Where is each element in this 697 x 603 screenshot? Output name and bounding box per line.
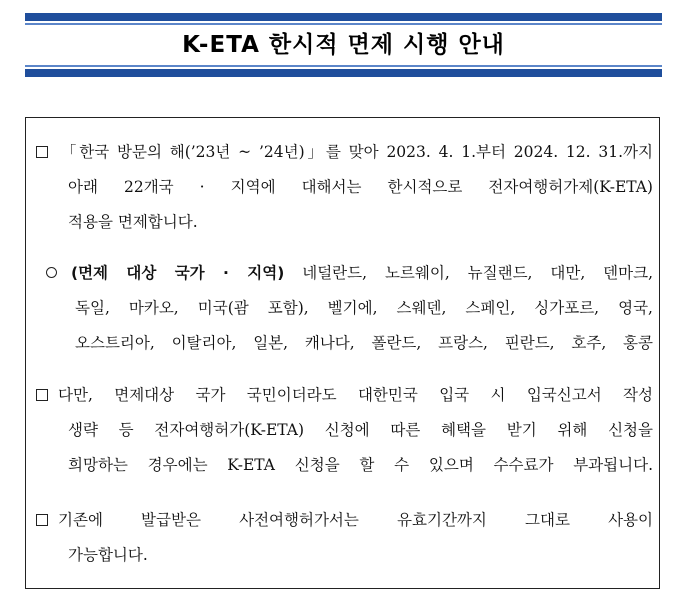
exempt-label: (면제 대상 국가 · 지역)	[71, 264, 285, 282]
item2-line1: 다만, 면제대상 국가 국민이더라도 대한민국 입국 시 입국신고서 작성	[58, 386, 653, 404]
exempt-line2: 독일, 마카오, 미국(괌 포함), 벨기에, 스웨덴, 스페인, 싱가포르, 영국,	[75, 299, 653, 317]
item3-line1: 기존에 발급받은 사전여행허가서는 유효기간까지 그대로 사용이	[58, 511, 653, 529]
circle-bullet-icon	[46, 267, 57, 278]
page-title: K-ETA 한시적 면제 시행 안내	[182, 32, 505, 58]
square-bullet-icon	[36, 514, 48, 526]
exempt-countries-list	[46, 256, 653, 361]
exempt-line3: 오스트리아, 이탈리아, 일본, 캐나다, 폴란드, 프랑스, 핀란드, 호주, 홍콩	[75, 334, 653, 352]
square-bullet-icon	[36, 389, 48, 401]
banner-bottom-thin-band	[25, 65, 662, 67]
item1-line1: 「한국 방문의 해(’23년 ~ ’24년)」를 맞아 2023. 4. 1.부터 2024. 12. 31.까지	[58, 143, 653, 161]
item2-line2: 생략 등 전자여행허가(K-ETA) 신청에 따른 혜택을 받기 위해 신청을	[68, 421, 653, 439]
notice-item-optional-application	[36, 378, 653, 483]
item1-line3: 적용을 면제합니다.	[68, 213, 198, 231]
banner-bottom-band	[25, 69, 662, 77]
notice-item-existing-permit	[36, 503, 653, 573]
square-bullet-icon	[36, 146, 48, 158]
notice-item-exemption-period	[36, 135, 653, 240]
banner-top-band	[25, 13, 662, 21]
item1-line2: 아래 22개국 · 지역에 대해서는 한시적으로 전자여행허가제(K-ETA)	[68, 178, 653, 196]
title-banner	[25, 13, 662, 77]
item3-line2: 가능합니다.	[68, 546, 148, 564]
banner-top-thin-band	[25, 23, 662, 25]
notice-box	[25, 117, 660, 589]
item2-line3: 희망하는 경우에는 K-ETA 신청을 할 수 있으며 수수료가 부과됩니다.	[68, 456, 653, 474]
exempt-line1: 네덜란드, 노르웨이, 뉴질랜드, 대만, 덴마크,	[284, 264, 654, 282]
